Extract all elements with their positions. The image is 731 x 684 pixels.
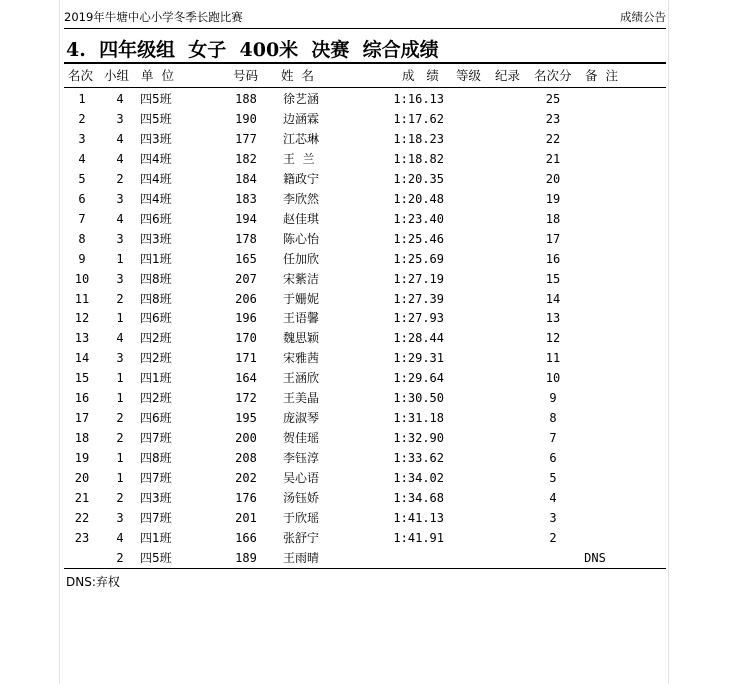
unit-cell: 四2班: [140, 351, 172, 366]
result-cell: 1:27.93: [393, 311, 444, 326]
name-cell: 张舒宁: [283, 530, 320, 545]
group-cell: 1: [116, 251, 124, 266]
result-cell: 1:20.48: [393, 191, 444, 206]
unit-cell: 四6班: [140, 211, 172, 226]
points-cell: 9: [549, 391, 557, 406]
unit-cell: 四2班: [140, 391, 172, 406]
name-cell: 吴心语: [283, 471, 320, 486]
points-cell: 11: [545, 351, 561, 366]
number-cell: 188: [235, 92, 257, 106]
group-cell: 2: [116, 411, 124, 426]
rank-cell: 16: [74, 391, 90, 406]
group-cell: 3: [116, 111, 124, 126]
result-cell: 1:29.31: [393, 351, 444, 366]
number-cell: 208: [235, 451, 257, 466]
group-cell: 2: [116, 431, 124, 446]
name-cell: 籍政宁: [283, 171, 320, 186]
note-cell: [575, 489, 615, 507]
result-cell: 1:33.62: [393, 451, 444, 466]
name-cell: 王语馨: [283, 311, 320, 326]
rank-cell: 1: [78, 92, 86, 106]
points-cell: 22: [545, 131, 561, 146]
number-cell: 194: [235, 211, 257, 226]
result-cell: [380, 549, 444, 567]
unit-cell: 四7班: [140, 510, 172, 525]
number-cell: 182: [235, 151, 257, 166]
group-cell: 2: [116, 491, 124, 505]
note-cell: [575, 110, 615, 128]
name-cell: 王 兰: [283, 151, 315, 166]
note-cell: [575, 90, 615, 108]
name-cell: 王雨晴: [283, 550, 320, 565]
note-cell: [575, 230, 615, 248]
rank-cell: 19: [74, 451, 90, 466]
note-cell: [575, 349, 615, 367]
unit-cell: 四5班: [140, 92, 172, 106]
result-cell: 1:16.13: [393, 92, 444, 106]
result-cell: 1:25.46: [393, 231, 444, 246]
note-cell: [575, 329, 615, 347]
unit-cell: 四6班: [140, 411, 172, 426]
name-cell: 于姗妮: [283, 291, 320, 306]
page-header: [64, 9, 666, 27]
points-cell: 10: [545, 371, 561, 386]
note-cell: [575, 170, 615, 188]
note-cell: [575, 150, 615, 168]
result-cell: 1:28.44: [393, 331, 444, 346]
name-cell: 李钰淳: [283, 451, 320, 466]
result-cell: 1:41.13: [393, 510, 444, 525]
rank-cell: 23: [74, 530, 90, 545]
unit-cell: 四4班: [140, 191, 172, 206]
points-cell: 21: [545, 151, 561, 166]
number-cell: 172: [235, 391, 257, 406]
unit-cell: 四3班: [140, 131, 172, 146]
event-name: 2019年牛塘中心小学冬季长跑比赛: [64, 10, 243, 24]
col-name: 姓 名: [281, 68, 314, 83]
name-cell: 赵佳琪: [283, 211, 320, 226]
rank-cell: 8: [78, 231, 86, 246]
result-cell: 1:29.64: [393, 371, 444, 386]
unit-cell: 四5班: [140, 550, 172, 565]
note-cell: DNS: [584, 550, 606, 565]
number-cell: 164: [235, 371, 257, 386]
result-cell: 1:31.18: [393, 411, 444, 426]
number-cell: 196: [235, 311, 257, 326]
number-cell: 177: [235, 131, 257, 146]
group-cell: 3: [116, 191, 124, 206]
number-cell: 200: [235, 431, 257, 446]
rank-cell: 13: [74, 331, 90, 346]
result-cell: 1:27.19: [393, 271, 444, 286]
group-cell: 1: [116, 471, 124, 486]
unit-cell: 四3班: [140, 231, 172, 246]
points-cell: 16: [545, 251, 561, 266]
group-cell: 1: [116, 451, 124, 466]
number-cell: 166: [235, 530, 257, 545]
group-cell: 4: [116, 131, 124, 146]
result-cell: 1:32.90: [393, 431, 444, 446]
points-cell: 15: [545, 271, 561, 286]
group-cell: 1: [116, 371, 124, 386]
name-cell: 任加欣: [283, 251, 320, 266]
note-cell: [575, 250, 615, 268]
name-cell: 汤钰娇: [283, 491, 320, 505]
col-unit: 单 位: [141, 68, 174, 83]
unit-cell: 四7班: [140, 471, 172, 486]
result-cell: 1:23.40: [393, 211, 444, 226]
note-cell: [575, 529, 615, 547]
number-cell: 165: [235, 251, 257, 266]
points-cell: 4: [549, 491, 557, 505]
col-record: 纪录: [495, 68, 521, 83]
name-cell: 王美晶: [283, 391, 320, 406]
group-cell: 4: [116, 92, 124, 106]
points-cell: 23: [545, 111, 561, 126]
rank-cell: 21: [74, 491, 90, 505]
col-note: 备 注: [585, 68, 618, 83]
name-cell: 江芯琳: [283, 131, 320, 146]
note-cell: [575, 309, 615, 327]
name-cell: 李欣然: [283, 191, 320, 206]
rank-cell: 2: [78, 111, 86, 126]
name-cell: 宋紫洁: [283, 271, 320, 286]
note-cell: [575, 190, 615, 208]
result-cell: 1:18.23: [393, 131, 444, 146]
group-cell: 4: [116, 211, 124, 226]
unit-cell: 四8班: [140, 451, 172, 466]
footnote: DNS:弃权: [66, 575, 120, 589]
points-cell: 17: [545, 231, 561, 246]
points-cell: 20: [545, 171, 561, 186]
col-group: 小组: [104, 68, 130, 83]
points-cell: 2: [549, 530, 557, 545]
rank-cell: 20: [74, 471, 90, 486]
table-top-rule: [64, 62, 666, 64]
result-cell: 1:34.02: [393, 471, 444, 486]
group-cell: 1: [116, 311, 124, 326]
name-cell: 庞淑琴: [283, 411, 320, 426]
group-cell: 2: [116, 171, 124, 186]
rank-cell: 5: [78, 171, 86, 186]
number-cell: 184: [235, 171, 257, 186]
group-cell: 2: [116, 291, 124, 306]
rank-cell: 10: [74, 271, 90, 286]
number-cell: 201: [235, 510, 257, 525]
note-cell: [575, 389, 615, 407]
rank-cell: 4: [78, 151, 86, 166]
note-cell: [575, 210, 615, 228]
header-rule: [64, 28, 666, 29]
result-cell: 1:27.39: [393, 291, 444, 306]
number-cell: 202: [235, 471, 257, 486]
rank-cell: 15: [74, 371, 90, 386]
rank-cell: 11: [74, 291, 90, 306]
number-cell: 195: [235, 411, 257, 426]
results-title: 4. 四年级组 女子 400米 决赛 综合成绩: [66, 39, 439, 61]
points-cell: 18: [545, 211, 561, 226]
rank-cell: 9: [78, 251, 86, 266]
number-cell: 189: [235, 550, 257, 565]
group-cell: 3: [116, 351, 124, 366]
name-cell: 于欣瑶: [283, 510, 320, 525]
rank-cell: 14: [74, 351, 90, 366]
note-cell: [575, 130, 615, 148]
unit-cell: 四1班: [140, 530, 172, 545]
number-cell: 190: [235, 111, 257, 126]
number-cell: 207: [235, 271, 257, 286]
name-cell: 贺佳瑶: [283, 431, 320, 446]
rank-cell: 3: [78, 131, 86, 146]
col-points: 名次分: [534, 68, 572, 83]
unit-cell: 四1班: [140, 251, 172, 266]
result-cell: 1:18.82: [393, 151, 444, 166]
points-cell: 6: [549, 451, 557, 466]
group-cell: 4: [116, 331, 124, 346]
number-cell: 183: [235, 191, 257, 206]
unit-cell: 四4班: [140, 171, 172, 186]
unit-cell: 四2班: [140, 331, 172, 346]
group-cell: 1: [116, 391, 124, 406]
points-cell: 19: [545, 191, 561, 206]
number-cell: 206: [235, 291, 257, 306]
name-cell: 边涵霖: [283, 111, 320, 126]
note-cell: [575, 509, 615, 527]
unit-cell: 四4班: [140, 151, 172, 166]
rank-cell: 17: [74, 411, 90, 426]
name-cell: 魏思颖: [283, 331, 320, 346]
rank-cell: 7: [78, 211, 86, 226]
header-bottom-rule: [64, 87, 666, 88]
group-cell: 2: [116, 550, 124, 565]
rank-cell: 12: [74, 311, 90, 326]
group-cell: 3: [116, 510, 124, 525]
note-cell: [575, 469, 615, 487]
group-cell: 3: [116, 271, 124, 286]
table-bottom-rule: [64, 568, 666, 569]
group-cell: 3: [116, 231, 124, 246]
unit-cell: 四8班: [140, 291, 172, 306]
note-cell: [575, 270, 615, 288]
result-cell: 1:25.69: [393, 251, 444, 266]
name-cell: 徐艺涵: [283, 92, 320, 106]
result-cell: 1:17.62: [393, 111, 444, 126]
rank-cell: 18: [74, 431, 90, 446]
result-cell: 1:30.50: [393, 391, 444, 406]
group-cell: 4: [116, 530, 124, 545]
group-cell: 4: [116, 151, 124, 166]
points-cell: 7: [549, 431, 557, 446]
result-cell: 1:41.91: [393, 530, 444, 545]
number-cell: 170: [235, 331, 257, 346]
points-cell: 8: [549, 411, 557, 426]
rank-cell: 6: [78, 191, 86, 206]
points-cell: 5: [549, 471, 557, 486]
points-cell: [538, 549, 568, 567]
col-grade: 等级: [456, 68, 482, 83]
number-cell: 176: [235, 491, 257, 505]
result-cell: 1:20.35: [393, 171, 444, 186]
unit-cell: 四5班: [140, 111, 172, 126]
unit-cell: 四3班: [140, 491, 172, 505]
unit-cell: 四8班: [140, 271, 172, 286]
unit-cell: 四1班: [140, 371, 172, 386]
result-cell: 1:34.68: [393, 491, 444, 505]
announcement-label: 成绩公告: [620, 10, 666, 24]
rank-cell: [66, 549, 98, 567]
note-cell: [575, 429, 615, 447]
points-cell: 13: [545, 311, 561, 326]
col-rank: 名次: [68, 68, 94, 83]
points-cell: 12: [545, 331, 561, 346]
number-cell: 178: [235, 231, 257, 246]
name-cell: 陈心怡: [283, 231, 320, 246]
name-cell: 宋雅茜: [283, 351, 320, 366]
number-cell: 171: [235, 351, 257, 366]
col-result: 成 绩: [402, 68, 439, 83]
unit-cell: 四6班: [140, 311, 172, 326]
note-cell: [575, 449, 615, 467]
col-number: 号码: [233, 68, 259, 83]
points-cell: 3: [549, 510, 557, 525]
note-cell: [575, 409, 615, 427]
note-cell: [575, 369, 615, 387]
points-cell: 25: [545, 92, 561, 106]
name-cell: 王涵欣: [283, 371, 320, 386]
note-cell: [575, 290, 615, 308]
unit-cell: 四7班: [140, 431, 172, 446]
rank-cell: 22: [74, 510, 90, 525]
points-cell: 14: [545, 291, 561, 306]
